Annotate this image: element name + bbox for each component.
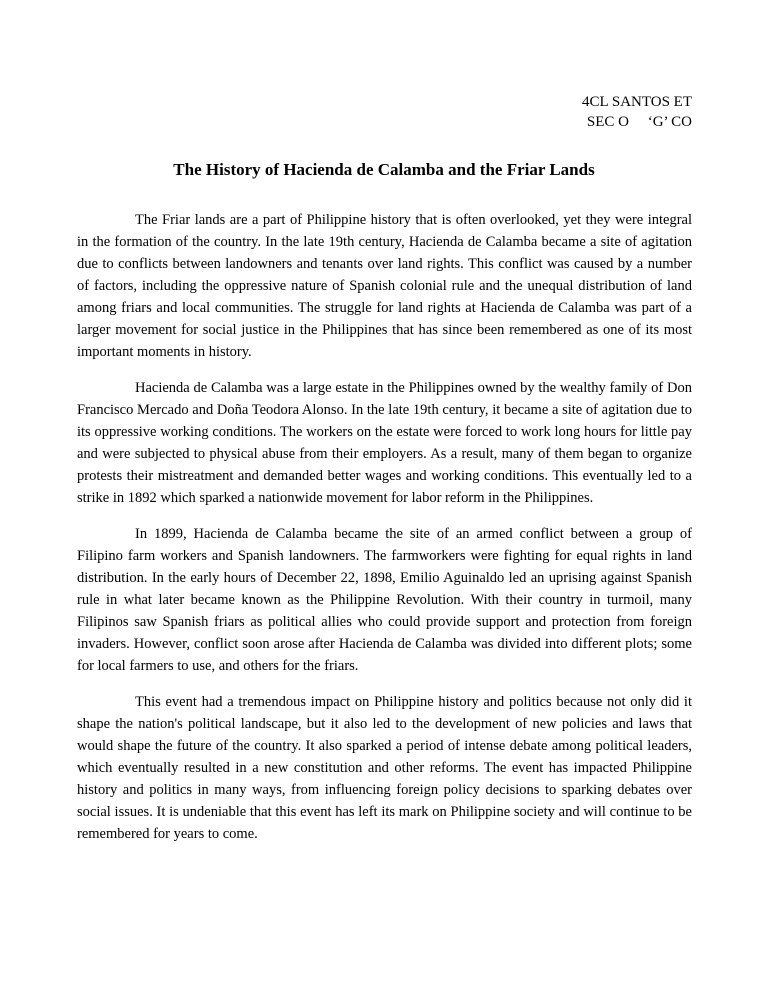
paragraph-2: Hacienda de Calamba was a large estate in the Philippines owned by the wealthy family of Don Francisco Mercado and Doña Teodora Alonso. In the late 19th century, it became a site of agitation due to its oppressive working conditions. The workers on the estate were forced to work long hours for little pay and were subjected to physical abuse from their employers. As a result, many of them began to organize protests their mistreatment and demanded better wages and working conditions. This eventually led to a strike in 1892 which sparked a nationwide movement for labor reform in the Philippines. <box>77 380 692 506</box>
paragraph-4: This event had a tremendous impact on Philippine history and politics because not only did it shape the nation's political landscape, but it also led to the development of new policies and laws that would shape the future of the country. It also sparked a period of intense debate among political leaders, which eventually resulted in a new constitution and other reforms. The event has impacted Philippine history and politics in many ways, from influencing foreign policy decisions to sparking debates over social issues. It is undeniable that this event has left its mark on Philippine society and will continue to be remembered for years to come. <box>77 694 692 842</box>
author-header <box>582 92 692 132</box>
paragraph-3: In 1899, Hacienda de Calamba became the site of an armed conflict between a group of Filipino farm workers and Spanish landowners. The farmworkers were fighting for equal rights in land distribution. In the early hours of December 22, 1898, Emilio Aguinaldo led an uprising against Spanish rule in what later became known as the Philippine Revolution. With their country in turmoil, many Filipinos saw Spanish friars as political allies who could provide support and protection from foreign invaders. However, conflict soon arose after Hacienda de Calamba was divided into different plots; some for local farmers to use, and others for the friars. <box>77 526 692 674</box>
section-line: SEC O ‘G’ CO <box>586 114 692 130</box>
document-title: The History of Hacienda de Calamba and the Friar Lands <box>173 160 595 179</box>
paragraph-1: The Friar lands are a part of Philippine history that is often overlooked, yet they were integral in the formation of the country. In the late 19th century, Hacienda de Calamba became a site of agitation due to conflicts between landowners and tenants over land rights. This conflict was caused by a number of factors, including the oppressive nature of Spanish colonial rule and the unequal distribution of land among friars and local communities. The struggle for land rights at Hacienda de Calamba was part of a larger movement for social justice in the Philippines that has since been remembered as one of its most important moments in history. <box>77 212 692 360</box>
document-body <box>77 209 692 859</box>
author-line: 4CL SANTOS ET <box>581 94 692 110</box>
